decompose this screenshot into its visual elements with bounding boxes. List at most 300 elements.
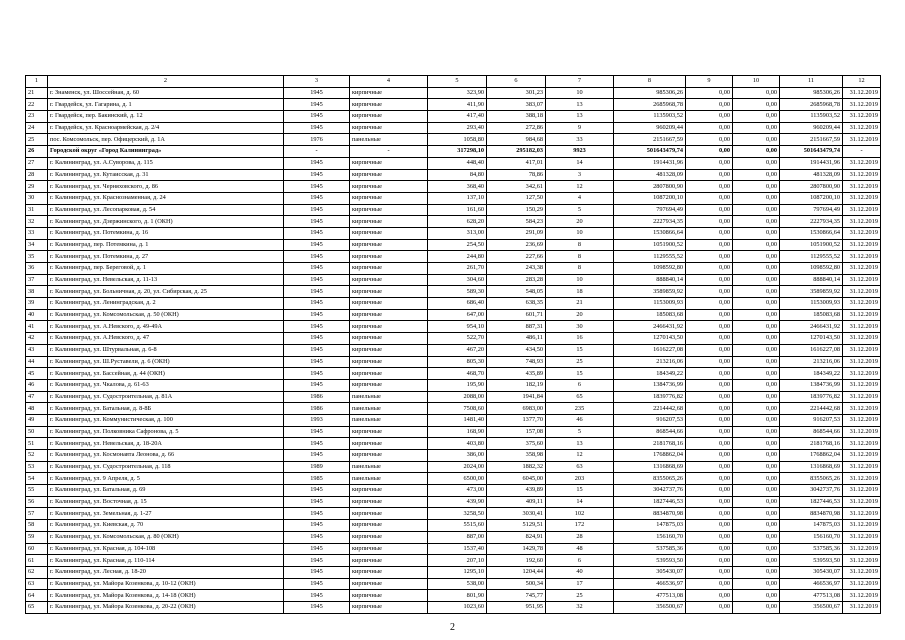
residents-count-cell: 15 [546,344,614,356]
year-built-cell: 1945 [284,508,350,520]
deadline-cell: 31.12.2019 [843,473,881,485]
wall-material-cell: кирпичные [350,566,428,578]
cost-col-9-cell: 0,00 [686,368,733,380]
table-row [26,134,881,146]
year-built-cell: 1945 [284,321,350,333]
wall-material-cell: кирпичные [350,157,428,169]
cost-col-10-cell: 0,00 [733,450,780,462]
cost-col-11-cell: 1051900,52 [780,239,843,251]
address-cell: г. Калининград, ул. Больничная, д. 20, ул. Сибирская, д. 25 [48,286,284,298]
cost-col-10-cell: 0,00 [733,192,780,204]
cost-col-11-cell: 2181768,16 [780,438,843,450]
wall-material-cell: кирпичные [350,169,428,181]
year-built-cell: 1989 [284,461,350,473]
deadline-cell: 31.12.2019 [843,134,881,146]
total-cost-cell: 466536,97 [614,578,686,590]
cost-col-9-cell: 0,00 [686,414,733,426]
address-cell: г. Калининград, пер. Береговой, д. 1 [48,263,284,275]
cost-col-11-cell: 1530866,64 [780,227,843,239]
deadline-cell: - [843,146,881,158]
wall-material-cell: кирпичные [350,251,428,263]
living-area-cell: 358,98 [487,450,546,462]
cost-col-9-cell: 0,00 [686,169,733,181]
row-number-cell: 44 [26,356,48,368]
cost-col-9-cell: 0,00 [686,485,733,497]
cost-col-9-cell: 0,00 [686,566,733,578]
year-built-cell: 1945 [284,263,350,275]
cost-col-10-cell: 0,00 [733,263,780,275]
address-cell: г. Гвардейск, ул. Красноармейская, д. 2/4 [48,122,284,134]
table-row [26,216,881,228]
cost-col-11-cell: 2151667,59 [780,134,843,146]
table-row [26,391,881,403]
total-cost-cell: 184349,22 [614,368,686,380]
year-built-cell: 1945 [284,204,350,216]
total-cost-cell: 1384736,99 [614,379,686,391]
cost-col-9-cell: 0,00 [686,555,733,567]
residents-count-cell: 5 [546,426,614,438]
cost-col-11-cell: 481328,09 [780,169,843,181]
deadline-cell: 31.12.2019 [843,192,881,204]
row-number-cell: 31 [26,204,48,216]
total-area-cell: 195,90 [428,379,487,391]
header-cell: 10 [733,76,780,88]
year-built-cell: 1945 [284,122,350,134]
deadline-cell: 31.12.2019 [843,216,881,228]
living-area-cell: 1429,78 [487,543,546,555]
address-cell: г. Калининград, ул. Лесопарковая, д. 54 [48,204,284,216]
wall-material-cell: кирпичные [350,286,428,298]
cost-col-10-cell: 0,00 [733,286,780,298]
total-cost-cell: 1616227,08 [614,344,686,356]
year-built-cell: 1945 [284,531,350,543]
cost-col-9-cell: 0,00 [686,286,733,298]
row-number-cell: 64 [26,590,48,602]
deadline-cell: 31.12.2019 [843,426,881,438]
row-number-cell: 65 [26,601,48,613]
cost-col-9-cell: 0,00 [686,122,733,134]
header-cell: 7 [546,76,614,88]
table-row [26,508,881,520]
row-number-cell: 60 [26,543,48,555]
cost-col-11-cell: 1316868,69 [780,461,843,473]
year-built-cell: 1945 [284,239,350,251]
cost-col-10-cell: 0,00 [733,414,780,426]
residents-count-cell: 10 [546,274,614,286]
address-cell: пос. Комсомольск, пер. Офицерский, д. 1А [48,134,284,146]
total-area-cell: 801,90 [428,590,487,602]
residents-count-cell: 9 [546,122,614,134]
cost-col-11-cell: 797694,49 [780,204,843,216]
living-area-cell: 78,86 [487,169,546,181]
cost-col-10-cell: 0,00 [733,344,780,356]
wall-material-cell: кирпичные [350,368,428,380]
deadline-cell: 31.12.2019 [843,368,881,380]
row-number-cell: 27 [26,157,48,169]
deadline-cell: 31.12.2019 [843,263,881,275]
address-cell: г. Калининград, ул. Батальная, д. 8-8Б [48,403,284,415]
deadline-cell: 31.12.2019 [843,111,881,123]
living-area-cell: 951,95 [487,601,546,613]
row-number-cell: 51 [26,438,48,450]
row-number-cell: 50 [26,426,48,438]
row-number-cell: 24 [26,122,48,134]
cost-col-10-cell: 0,00 [733,531,780,543]
address-cell: г. Калининград, ул. Невельская, д. 18-20А [48,438,284,450]
total-cost-cell: 501643479,74 [614,146,686,158]
cost-col-9-cell: 0,00 [686,531,733,543]
cost-col-9-cell: 0,00 [686,333,733,345]
residents-count-cell: 18 [546,286,614,298]
total-cost-cell: 2466431,92 [614,321,686,333]
residents-count-cell: 9923 [546,146,614,158]
cost-col-9-cell: 0,00 [686,344,733,356]
row-number-cell: 45 [26,368,48,380]
total-area-cell: 207,10 [428,555,487,567]
wall-material-cell: панельные [350,403,428,415]
residents-count-cell: 33 [546,134,614,146]
cost-col-11-cell: 1839776,82 [780,391,843,403]
address-cell: г. Калининград, ул. Судостроительная, д. 118 [48,461,284,473]
living-area-cell: 5129,51 [487,520,546,532]
row-number-cell: 53 [26,461,48,473]
living-area-cell: 984,68 [487,134,546,146]
wall-material-cell: кирпичные [350,438,428,450]
residents-count-cell: 40 [546,566,614,578]
cost-col-11-cell: 985306,26 [780,87,843,99]
cost-col-10-cell: 0,00 [733,157,780,169]
table-row [26,368,881,380]
wall-material-cell: кирпичные [350,496,428,508]
row-number-cell: 33 [26,227,48,239]
cost-col-9-cell: 0,00 [686,438,733,450]
wall-material-cell: кирпичные [350,520,428,532]
residents-count-cell: 32 [546,601,614,613]
address-cell: г. Калининград, ул. Красная, д. 104-108 [48,543,284,555]
wall-material-cell: кирпичные [350,111,428,123]
cost-col-10-cell: 0,00 [733,555,780,567]
row-number-cell: 57 [26,508,48,520]
total-area-cell: 293,40 [428,122,487,134]
total-area-cell: 686,40 [428,298,487,310]
total-area-cell: 2024,00 [428,461,487,473]
living-area-cell: 1941,84 [487,391,546,403]
deadline-cell: 31.12.2019 [843,391,881,403]
address-cell: г. Калининград, ул. Потемкина, д. 16 [48,227,284,239]
wall-material-cell: кирпичные [350,344,428,356]
living-area-cell: 1882,32 [487,461,546,473]
cost-col-10-cell: 0,00 [733,227,780,239]
deadline-cell: 31.12.2019 [843,157,881,169]
cost-col-9-cell: 0,00 [686,263,733,275]
row-number-cell: 55 [26,485,48,497]
deadline-cell: 31.12.2019 [843,379,881,391]
cost-col-11-cell: 1616227,08 [780,344,843,356]
cost-col-10-cell: 0,00 [733,298,780,310]
cost-col-10-cell: 0,00 [733,111,780,123]
total-cost-cell: 916207,53 [614,414,686,426]
row-number-cell: 25 [26,134,48,146]
cost-col-11-cell: 2807800,90 [780,181,843,193]
cost-col-9-cell: 0,00 [686,543,733,555]
living-area-cell: 157,08 [487,426,546,438]
living-area-cell: 127,50 [487,192,546,204]
row-number-cell: 38 [26,286,48,298]
cost-col-11-cell: 539593,50 [780,555,843,567]
address-cell: г. Калининград, ул. 9 Апреля, д. 5 [48,473,284,485]
cost-col-10-cell: 0,00 [733,251,780,263]
deadline-cell: 31.12.2019 [843,356,881,368]
cost-col-11-cell: 916207,53 [780,414,843,426]
table-row [26,204,881,216]
address-cell: г. Калининград, ул. Штурвальная, д. 6-8 [48,344,284,356]
total-cost-cell: 539593,50 [614,555,686,567]
row-number-cell: 41 [26,321,48,333]
row-number-cell: 40 [26,309,48,321]
cost-col-10-cell: 0,00 [733,601,780,613]
residents-count-cell: 25 [546,590,614,602]
cost-col-11-cell: 8355065,26 [780,473,843,485]
residents-count-cell: 15 [546,485,614,497]
residents-count-cell: 203 [546,473,614,485]
cost-col-9-cell: 0,00 [686,356,733,368]
year-built-cell: 1945 [284,520,350,532]
row-number-cell: 62 [26,566,48,578]
deadline-cell: 31.12.2019 [843,181,881,193]
cost-col-9-cell: 0,00 [686,192,733,204]
wall-material-cell: кирпичные [350,216,428,228]
year-built-cell: 1945 [284,169,350,181]
row-number-cell: 39 [26,298,48,310]
cost-col-11-cell: 356500,67 [780,601,843,613]
cost-col-9-cell: 0,00 [686,391,733,403]
residents-count-cell: 20 [546,216,614,228]
deadline-cell: 31.12.2019 [843,508,881,520]
cost-col-11-cell: 888840,14 [780,274,843,286]
year-built-cell: 1945 [284,379,350,391]
address-cell: г. Калининград, ул. Лесная, д. 18-20 [48,566,284,578]
wall-material-cell: кирпичные [350,99,428,111]
table-row [26,601,881,613]
total-area-cell: 473,00 [428,485,487,497]
year-built-cell: 1945 [284,309,350,321]
total-area-cell: 403,80 [428,438,487,450]
total-cost-cell: 8834870,98 [614,508,686,520]
residents-count-cell: 8 [546,239,614,251]
cost-col-11-cell: 185083,68 [780,309,843,321]
address-cell: г. Калининград, ул. Судостроительная, д. 81А [48,391,284,403]
living-area-cell: 439,89 [487,485,546,497]
table-row [26,169,881,181]
cost-col-9-cell: 0,00 [686,239,733,251]
wall-material-cell: кирпичные [350,87,428,99]
year-built-cell: 1945 [284,274,350,286]
cost-col-9-cell: 0,00 [686,379,733,391]
cost-col-10-cell: 0,00 [733,496,780,508]
cost-col-11-cell: 1153009,93 [780,298,843,310]
header-cell: 4 [350,76,428,88]
table-row [26,157,881,169]
year-built-cell: 1945 [284,251,350,263]
row-number-cell: 48 [26,403,48,415]
row-number-cell: 22 [26,99,48,111]
year-built-cell: 1945 [284,590,350,602]
living-area-cell: 342,61 [487,181,546,193]
table-row [26,450,881,462]
year-built-cell: 1945 [284,438,350,450]
living-area-cell: 824,91 [487,531,546,543]
deadline-cell: 31.12.2019 [843,555,881,567]
total-area-cell: 313,00 [428,227,487,239]
table-row [26,590,881,602]
total-area-cell: 5515,60 [428,520,487,532]
row-number-cell: 43 [26,344,48,356]
living-area-cell: 601,71 [487,309,546,321]
table-row [26,403,881,415]
address-cell: г. Калининград, ул. Киевская, д. 70 [48,520,284,532]
wall-material-cell: кирпичные [350,274,428,286]
table-row [26,438,881,450]
residents-count-cell: 65 [546,391,614,403]
row-number-cell: 58 [26,520,48,532]
row-number-cell: 59 [26,531,48,543]
deadline-cell: 31.12.2019 [843,438,881,450]
total-cost-cell: 2214442,68 [614,403,686,415]
year-built-cell: 1945 [284,286,350,298]
table-row [26,227,881,239]
address-cell: г. Калининград, ул. Ш.Руставели, д. 6 (ОКН) [48,356,284,368]
total-area-cell: 628,20 [428,216,487,228]
cost-col-10-cell: 0,00 [733,543,780,555]
total-area-cell: 161,60 [428,204,487,216]
deadline-cell: 31.12.2019 [843,601,881,613]
cost-col-9-cell: 0,00 [686,251,733,263]
total-cost-cell: 985306,26 [614,87,686,99]
living-area-cell: 6045,00 [487,473,546,485]
address-cell: г. Калининград, ул. Комсомольская, д. 80 (ОКН) [48,531,284,543]
cost-col-9-cell: 0,00 [686,520,733,532]
total-cost-cell: 1914431,96 [614,157,686,169]
deadline-cell: 31.12.2019 [843,461,881,473]
wall-material-cell: панельные [350,461,428,473]
year-built-cell: 1945 [284,216,350,228]
living-area-cell: 748,93 [487,356,546,368]
living-area-cell: 887,31 [487,321,546,333]
cost-col-10-cell: 0,00 [733,590,780,602]
table-row [26,485,881,497]
cost-col-10-cell: 0,00 [733,379,780,391]
total-area-cell: 317298,10 [428,146,487,158]
table-row [26,146,881,158]
cost-col-10-cell: 0,00 [733,146,780,158]
header-cell: 9 [686,76,733,88]
wall-material-cell: панельные [350,134,428,146]
cost-col-11-cell: 8834870,98 [780,508,843,520]
table-row [26,578,881,590]
year-built-cell: - [284,146,350,158]
row-number-cell: 23 [26,111,48,123]
cost-col-10-cell: 0,00 [733,99,780,111]
address-cell: г. Калининград, ул. А.Невского, д. 47 [48,333,284,345]
total-area-cell: 7508,60 [428,403,487,415]
cost-col-10-cell: 0,00 [733,391,780,403]
address-cell: г. Знаменск, ул. Шоссейная, д. 60 [48,87,284,99]
cost-col-11-cell: 1135903,52 [780,111,843,123]
cost-col-10-cell: 0,00 [733,321,780,333]
year-built-cell: 1945 [284,496,350,508]
address-cell: г. Гвардейск, пер. Бакинский, д. 12 [48,111,284,123]
cost-col-9-cell: 0,00 [686,181,733,193]
year-built-cell: 1945 [284,601,350,613]
table-row [26,122,881,134]
total-cost-cell: 1153009,93 [614,298,686,310]
cost-col-9-cell: 0,00 [686,157,733,169]
address-cell: г. Калининград, ул. Краснознаменная, д. 24 [48,192,284,204]
wall-material-cell: - [350,146,428,158]
deadline-cell: 31.12.2019 [843,239,881,251]
cost-col-9-cell: 0,00 [686,403,733,415]
wall-material-cell: кирпичные [350,263,428,275]
cost-col-10-cell: 0,00 [733,204,780,216]
deadline-cell: 31.12.2019 [843,485,881,497]
total-area-cell: 805,30 [428,356,487,368]
year-built-cell: 1945 [284,450,350,462]
deadline-cell: 31.12.2019 [843,590,881,602]
residents-count-cell: 63 [546,461,614,473]
total-area-cell: 538,00 [428,578,487,590]
row-number-cell: 34 [26,239,48,251]
cost-col-11-cell: 477513,08 [780,590,843,602]
year-built-cell: 1945 [284,227,350,239]
living-area-cell: 500,34 [487,578,546,590]
address-cell: г. Калининград, ул. Майора Козенкова, д. 14-18 (ОКН) [48,590,284,602]
table-row [26,298,881,310]
deadline-cell: 31.12.2019 [843,169,881,181]
row-number-cell: 42 [26,333,48,345]
table-row [26,531,881,543]
row-number-cell: 29 [26,181,48,193]
cost-col-9-cell: 0,00 [686,204,733,216]
deadline-cell: 31.12.2019 [843,251,881,263]
total-cost-cell: 156160,70 [614,531,686,543]
address-cell: г. Калининград, ул. Земельная, д. 1-27 [48,508,284,520]
living-area-cell: 6983,00 [487,403,546,415]
total-cost-cell: 2807800,90 [614,181,686,193]
residents-count-cell: 28 [546,531,614,543]
row-number-cell: 21 [26,87,48,99]
living-area-cell: 283,28 [487,274,546,286]
row-number-cell: 28 [26,169,48,181]
header-cell: 3 [284,76,350,88]
living-area-cell: 243,38 [487,263,546,275]
wall-material-cell: кирпичные [350,356,428,368]
cost-col-10-cell: 0,00 [733,274,780,286]
total-cost-cell: 2685968,78 [614,99,686,111]
cost-col-9-cell: 0,00 [686,227,733,239]
total-area-cell: 84,80 [428,169,487,181]
residents-count-cell: 13 [546,438,614,450]
total-area-cell: 468,70 [428,368,487,380]
residents-count-cell: 12 [546,181,614,193]
table-row [26,251,881,263]
cost-col-11-cell: 537585,36 [780,543,843,555]
cost-col-11-cell: 1384736,99 [780,379,843,391]
row-number-cell: 52 [26,450,48,462]
address-cell: г. Калининград, ул. Невельская, д. 11-13 [48,274,284,286]
header-cell: 1 [26,76,48,88]
cost-col-11-cell: 2214442,68 [780,403,843,415]
year-built-cell: 1945 [284,356,350,368]
